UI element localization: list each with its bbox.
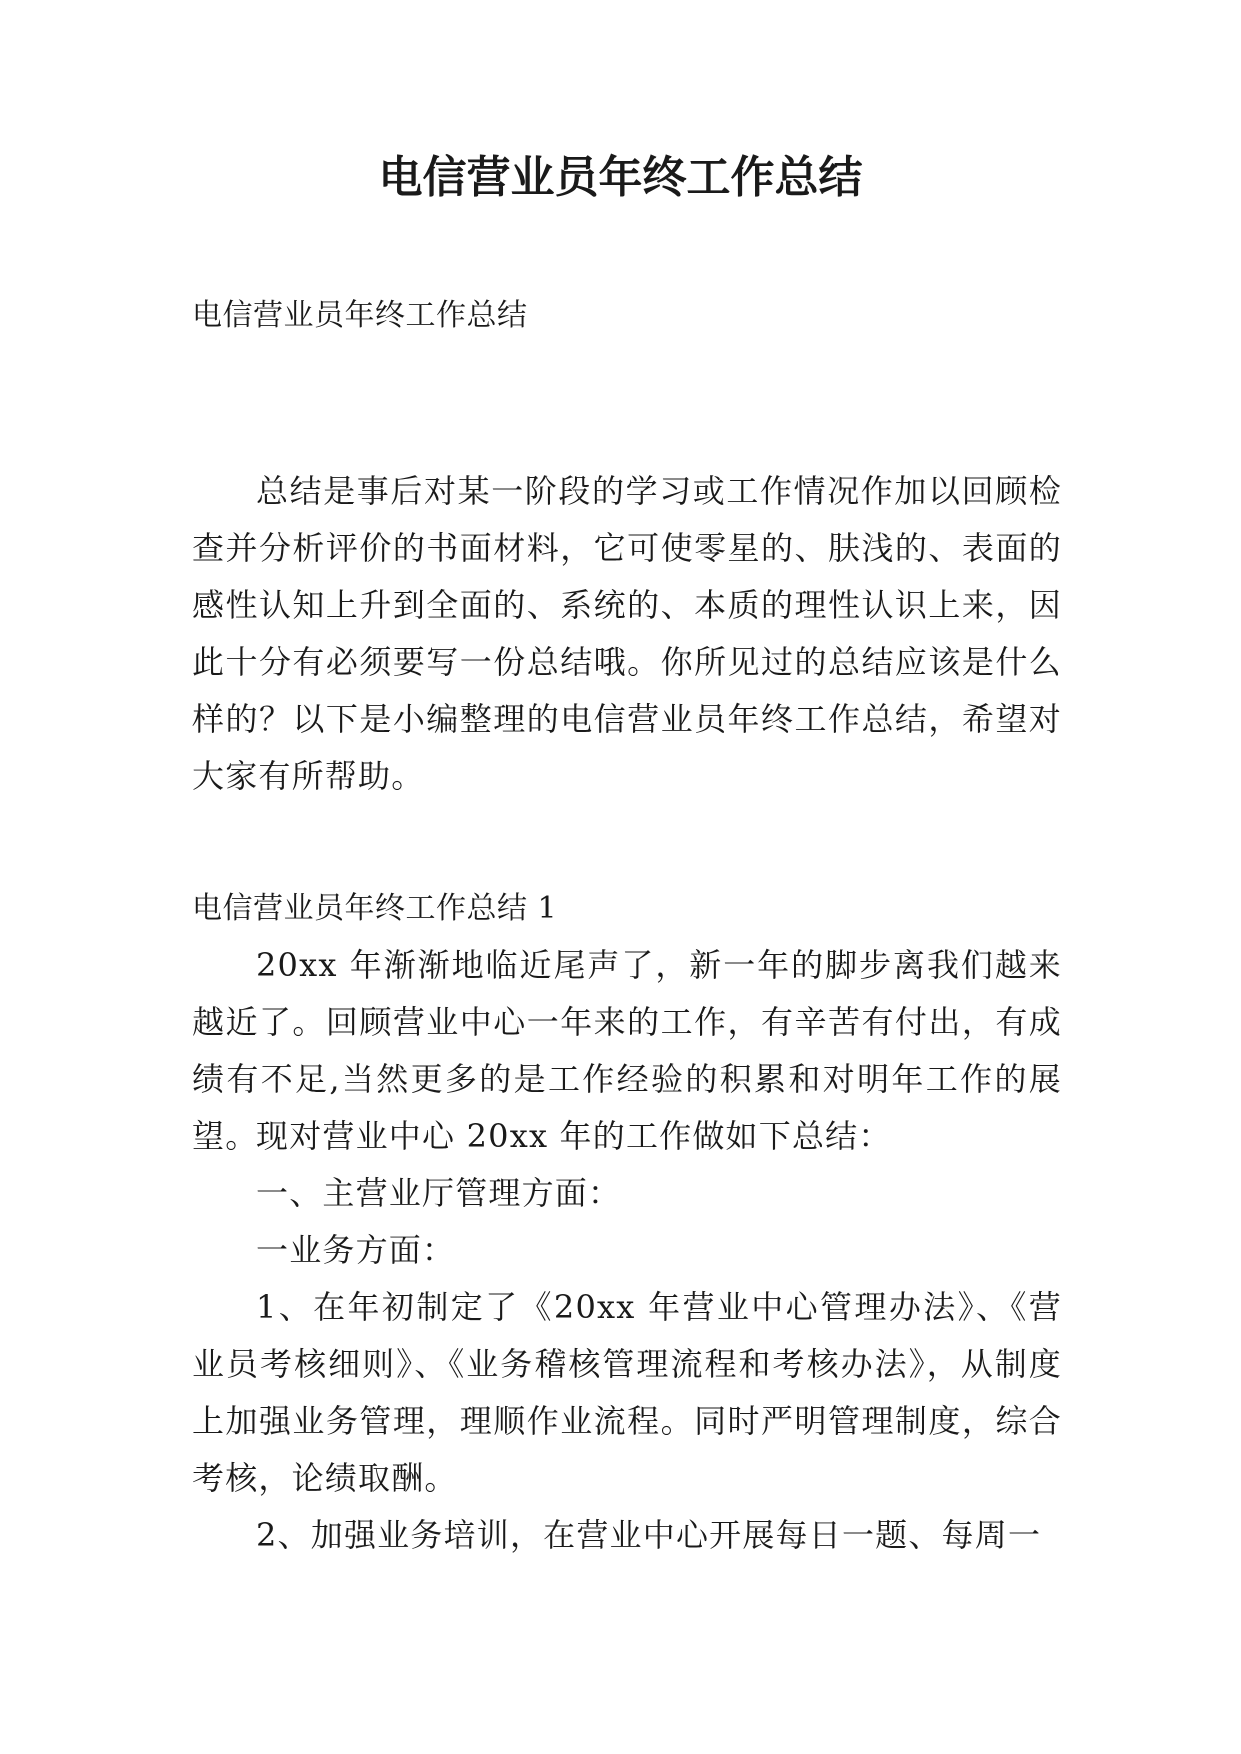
body-paragraph: 现对营业中心 20xx 年的工作做如下总结： (256, 1117, 892, 1155)
body-paragraph: 1、在年初制定了《20xx 年营业中心管理办法》、《营业员考核细则》、《业务稽核管理流程和考核办法》，从制度上加强业务管理，理顺作业流程。同时严明管理制度，综合考核，论绩取酬。 (192, 1288, 1062, 1497)
body-paragraph: 一业务方面： (256, 1231, 456, 1269)
intro-paragraph: 总结是事后对某一阶段的学习或工作情况作加以回顾检查并分析评价的书面材料，它可使零星的、肤浅的、表面的感性认知上升到全面的、系统的、本质的理性认识上来，因此十分有必须要写一份总结哦。你所见过的总结应该是什么样的？以下是小编整理的电信营业员年终工作总结，希望对大家有所帮助。 (192, 472, 1062, 795)
body-paragraph: 一、主营业厅管理方面： (256, 1174, 622, 1212)
document-subtitle: 电信营业员年终工作总结 (192, 298, 528, 333)
section-heading: 电信营业员年终工作总结 1 (192, 891, 558, 926)
body-paragraph: 20xx 年渐渐地临近尾声了，新一年的脚步离我们越来越近了。回顾营业中心一年来的工作，有辛苦有付出，有成绩有不足,当然更多的是工作经验的积累和对明年工作的展望。 (192, 946, 1062, 1155)
document-title: 电信营业员年终工作总结 (378, 152, 863, 203)
body-paragraph: 2、加强业务培训，在营业中心开展每日一题、每周一 (256, 1516, 1042, 1554)
